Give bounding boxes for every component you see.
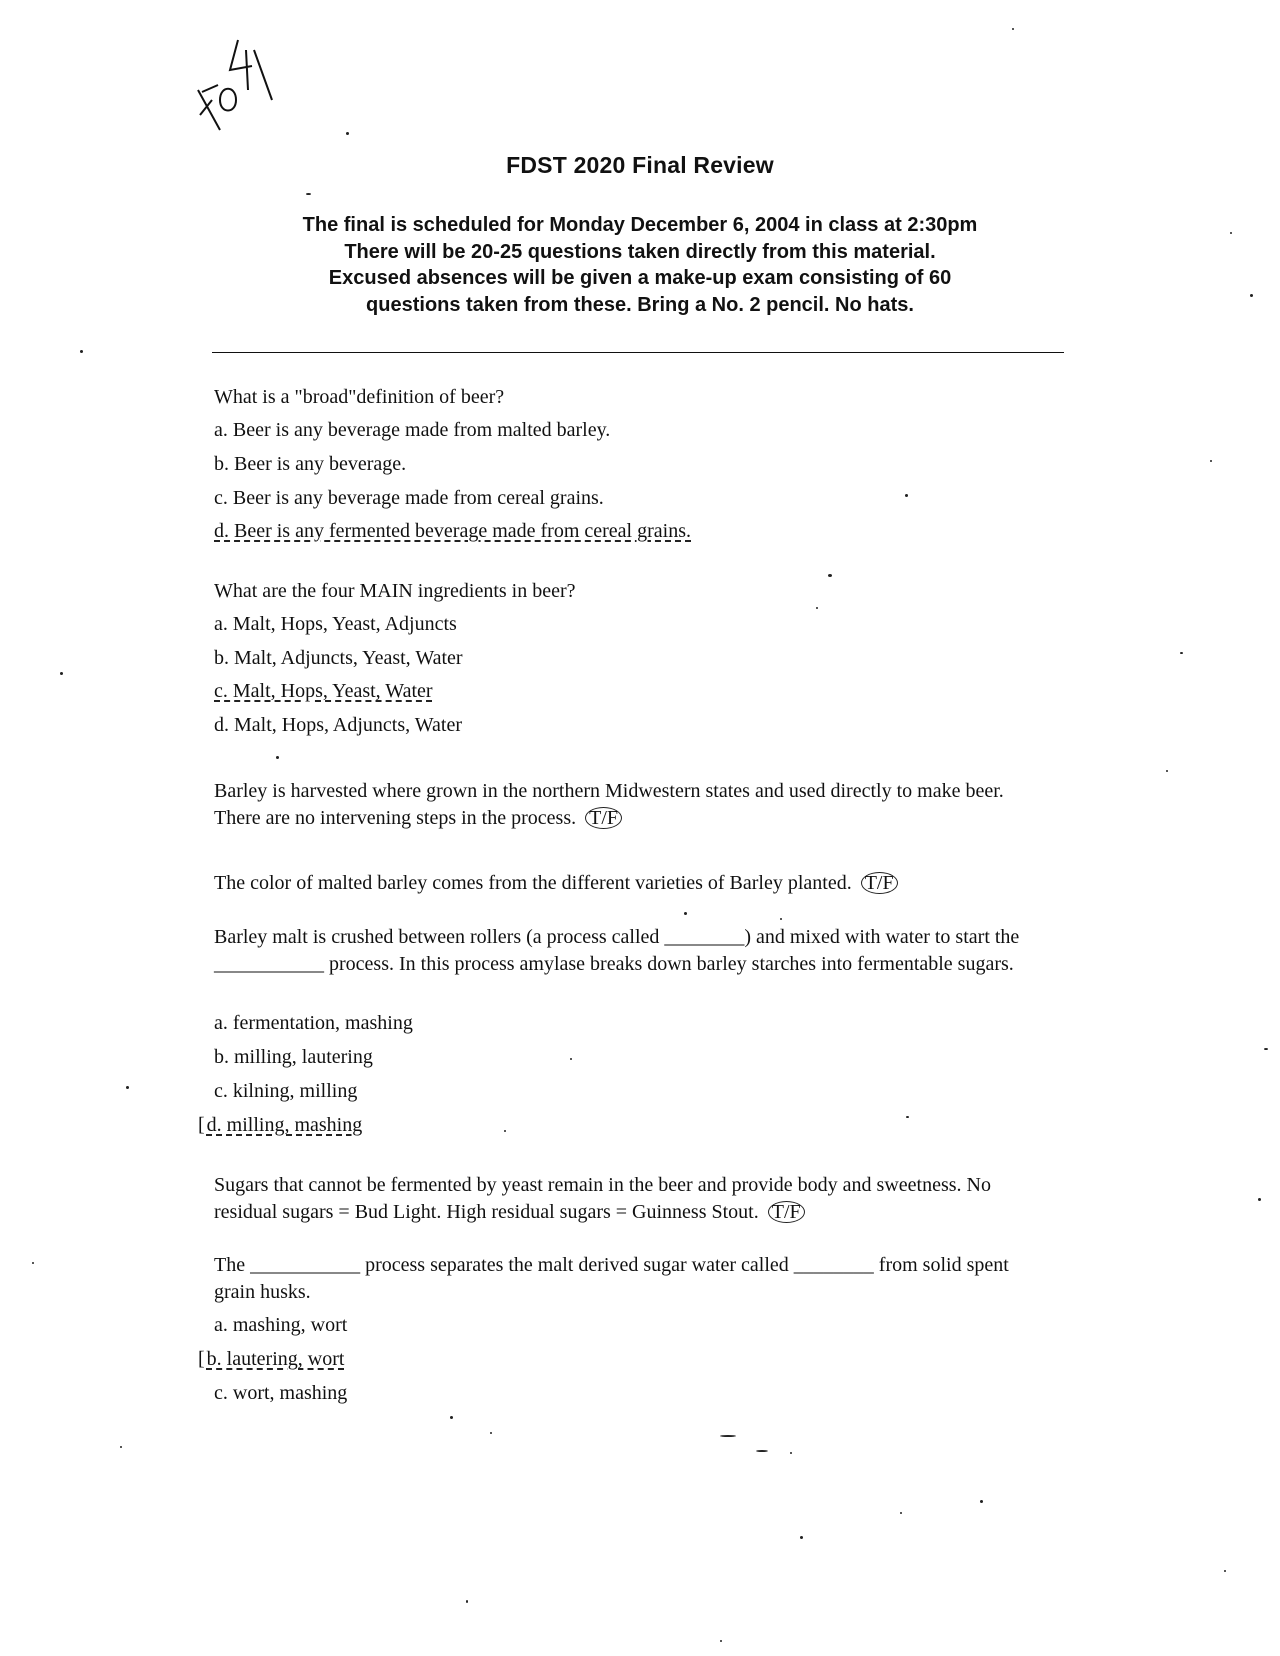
answer-option: a. Beer is any beverage made from malted barley.: [214, 419, 611, 441]
true-false-mark: T/F: [861, 872, 898, 894]
question-stem: The ___________ process separates the malt derived sugar water called ________ from solid spent grain husks.: [214, 1254, 1009, 1303]
true-false-mark: T/F: [768, 1201, 805, 1223]
notice-line: Excused absences will be given a make-up exam consisting of 60: [328, 267, 952, 289]
handwritten-mark: [190, 30, 290, 150]
answer-option: b. milling, lautering: [214, 1046, 373, 1068]
answer-option-marked: [198, 1346, 344, 1372]
question-stem: What are the four MAIN ingredients in beer?: [214, 580, 576, 602]
question-stem: Barley is harvested where grown in the northern Midwestern states and used directly to make beer. There are no intervening steps in the process. T/F: [214, 780, 1004, 829]
notice-line: There will be 20-25 questions taken directly from this material.: [344, 240, 936, 263]
bracket-mark: [: [198, 1114, 205, 1136]
answer-option: d. Malt, Hops, Adjuncts, Water: [214, 714, 462, 736]
answer-option: c. Beer is any beverage made from cereal grains.: [214, 487, 604, 509]
answer-option: b. Beer is any beverage.: [214, 453, 407, 475]
answer-option-marked: [198, 1112, 362, 1138]
marked-answer-text: b. lautering, wort: [206, 1348, 345, 1370]
bracket-mark: [: [198, 1348, 205, 1370]
divider-line: [212, 352, 1064, 353]
marked-answer-text: d. Beer is any fermented beverage made from cereal grains.: [214, 520, 691, 542]
question-stem: Sugars that cannot be fermented by yeast remain in the beer and provide body and sweetness. No residual sugars = Bud Light. High residual sugars = Guinness Stout. T/F: [214, 1174, 991, 1223]
notice-line: The final is scheduled for Monday December 6, 2004 in class at 2:30pm: [302, 214, 978, 236]
answer-option-marked: [214, 518, 691, 544]
answer-option: c. kilning, milling: [214, 1080, 358, 1102]
page-title: FDST 2020 Final Review: [506, 152, 774, 178]
answer-option: a. Malt, Hops, Yeast, Adjuncts: [214, 613, 457, 635]
answer-option: a. mashing, wort: [214, 1314, 348, 1336]
marked-answer-text: d. milling, mashing: [206, 1114, 363, 1136]
question-stem: Barley malt is crushed between rollers (a process called ________) and mixed with water to start the ___________ process. In this process amylase breaks down barley starches into fermentable sugars.: [214, 926, 1020, 975]
question-stem: The color of malted barley comes from the different varieties of Barley planted. T/F: [214, 870, 1064, 897]
answer-option: a. fermentation, mashing: [214, 1012, 413, 1034]
answer-option: c. wort, mashing: [214, 1382, 348, 1404]
notice-line: questions taken from these. Bring a No. 2 pencil. No hats.: [366, 293, 914, 316]
question-stem: What is a "broad"definition of beer?: [214, 386, 505, 408]
exam-notice: [200, 212, 1080, 318]
answer-option: b. Malt, Adjuncts, Yeast, Water: [214, 647, 463, 669]
true-false-mark: T/F: [585, 807, 622, 829]
marked-answer-text: c. Malt, Hops, Yeast, Water: [214, 680, 433, 702]
answer-option-marked: [214, 678, 433, 704]
